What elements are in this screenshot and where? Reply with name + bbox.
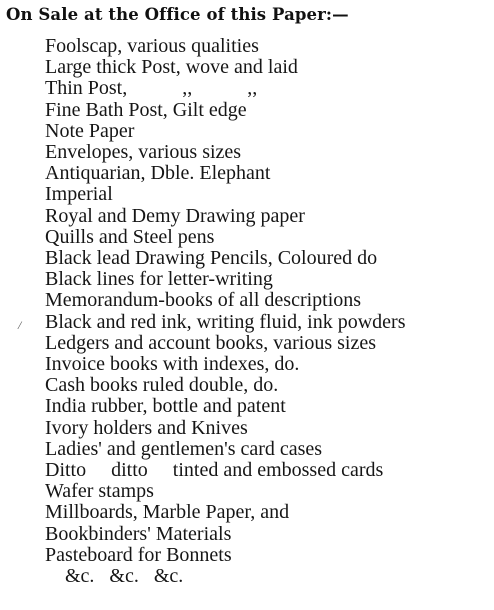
stationery-list (45, 36, 406, 587)
list-item: Pasteboard for Bonnets (45, 543, 232, 566)
list-item: Millboards, Marble Paper, and (45, 501, 290, 524)
list-item: Memorandum-books of all descriptions (45, 289, 362, 312)
list-item: Fine Bath Post, Gilt edge (45, 98, 247, 121)
list-item: Imperial (45, 183, 113, 206)
list-item: Ivory holders and Knives (45, 416, 248, 439)
list-item: Cash books ruled double, do. (45, 374, 279, 397)
list-item: Ledgers and account books, various sizes (45, 331, 377, 354)
list-item: Invoice books with indexes, do. (45, 353, 300, 376)
list-item: Quills and Steel pens (45, 225, 215, 248)
list-item: Envelopes, various sizes (45, 141, 242, 164)
list-item: India rubber, bottle and patent (45, 395, 286, 418)
list-item: Black and red ink, writing fluid, ink powders (45, 310, 406, 333)
list-item: Thin Post, ,, ,, (45, 77, 258, 100)
list-item: Wafer stamps (45, 480, 154, 503)
list-item: Antiquarian, Dble. Elephant (45, 162, 271, 185)
list-item: Foolscap, various qualities (45, 35, 259, 57)
list-item: Ditto ditto tinted and embossed cards (45, 459, 384, 482)
list-item: &c. &c. &c. (65, 565, 184, 588)
margin-mark: / (18, 318, 22, 332)
list-item: Black lines for letter-writing (45, 268, 273, 291)
list-item: Royal and Demy Drawing paper (45, 204, 305, 227)
advertisement-heading: On Sale at the Office of this Paper:— (6, 5, 349, 24)
list-item: Note Paper (45, 119, 135, 142)
list-item: Black lead Drawing Pencils, Coloured do (45, 247, 378, 270)
list-item: Large thick Post, wove and laid (45, 56, 298, 79)
list-item: Bookbinders' Materials (45, 522, 232, 545)
list-item: Ladies' and gentlemen's card cases (45, 437, 323, 460)
